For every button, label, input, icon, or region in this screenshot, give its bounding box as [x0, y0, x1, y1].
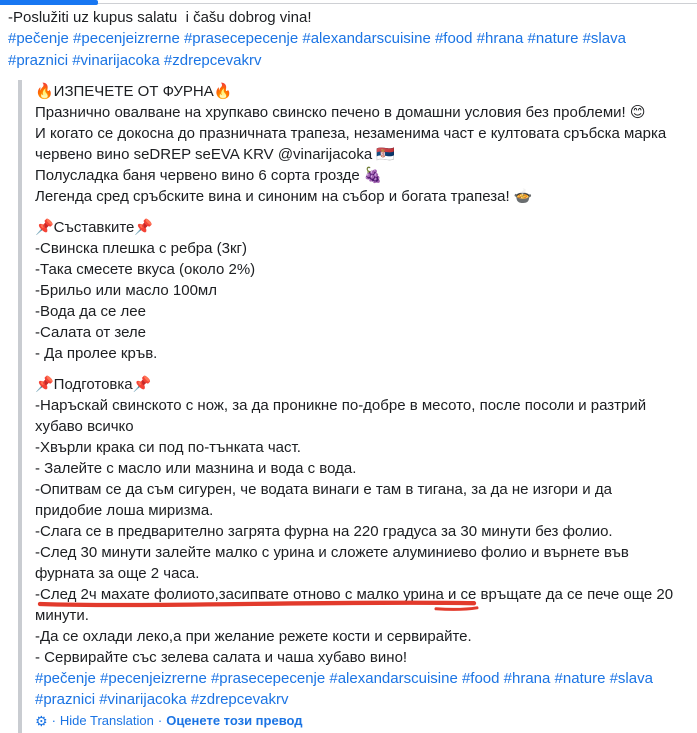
preparation-step: - Сервирайте със зелева салата и чаша хубаво вино! [35, 649, 408, 666]
top-divider [0, 3, 697, 4]
ingredient-item: -Вода да се лее [35, 303, 146, 320]
gear-icon[interactable]: ⚙ [35, 712, 48, 729]
preparation-section [35, 374, 677, 668]
translation-title-line: 🔥ИЗПЕЧЕТЕ ОТ ФУРНА🔥 [35, 83, 233, 100]
preparation-step: -След 30 минути залейте малко с урина и сложете алуминиево фолио и върнете във фурната за още 2 часа. [35, 544, 629, 582]
translation-line: Празнично овалване на хрупкаво свинско печено в домашни условия без проблеми! 😊 [35, 104, 646, 121]
translation-block [18, 80, 689, 733]
translation-line: Полусладка баня червено вино 6 сорта грозде 🍇 [35, 167, 383, 184]
translation-footer [35, 712, 677, 729]
footer-separator: · [157, 713, 163, 728]
preparation-step: - Залейте с масло или мазнина и вода с вода. [35, 460, 357, 477]
preparation-step: -Слага се в предварително загрята фурна на 220 градуса за 30 минути без фолио. [35, 523, 613, 540]
ingredient-item: -Така смесете вкуса (около 2%) [35, 261, 256, 278]
translation-line: Легенда сред сръбските вина и синоним на събор и богата трапеза! 🍲 [35, 188, 533, 205]
translation-line: И когато се докосна до празничната трапеза, незаменима част е култовата сръбска марка червено вино seDREP seEVA KRV @vinarijacoka 🇷🇸 [35, 125, 667, 163]
translation-hashtags[interactable]: #pečenje #pecenjeizrerne #prasecepecenje #alexandarscuisine #food #hrana #nature #slava #praznici #vinarijacoka #zdrepcevakrv [35, 670, 653, 708]
rate-translation-link[interactable]: Оценете този превод [166, 713, 303, 728]
ingredients-section [35, 217, 677, 364]
preparation-title: 📌Подготовка📌 [35, 376, 152, 393]
post-text-line: -Poslužiti uz kupus salatu i čašu dobrog vina! [8, 9, 312, 26]
preparation-step-underlined [35, 584, 677, 626]
ingredient-item: - Да пролее кръв. [35, 345, 158, 362]
ingredient-item: -Брильо или масло 100мл [35, 282, 217, 299]
ingredient-item: -Свинска плешка с ребра (3кг) [35, 240, 248, 257]
ingredient-item: -Салата от зеле [35, 324, 147, 341]
footer-separator: · [51, 713, 56, 728]
translation-intro [35, 81, 677, 207]
post-hashtags[interactable]: #pečenje #pecenjeizrerne #prasecepecenje #alexandarscuisine #food #hrana #nature #slava #praznici #vinarijacoka #zdrepcevakrv [8, 30, 626, 69]
scroll-progress-bar [0, 0, 98, 5]
preparation-step: -Опитвам се да съм сигурен, че водата винаги е там в тигана, за да не изгори и да придобие лоша миризма. [35, 481, 612, 519]
preparation-step: -Да се охлади леко,а при желание режете кости и сервирайте. [35, 628, 472, 645]
ingredients-title: 📌Съставките📌 [35, 219, 154, 236]
preparation-step-text: -След 2ч махате фолиото,засипвате отново с малко урина и се връщате да се пече още 20 минути. [35, 586, 674, 624]
preparation-step: -Хвърли крака си под по-тънката част. [35, 439, 301, 456]
hide-translation-link[interactable]: Hide Translation [59, 713, 154, 728]
preparation-step: -Наръскай свинското с нож, за да проникне по-добре в месото, после посоли и разтрий хубаво всичко [35, 397, 647, 435]
